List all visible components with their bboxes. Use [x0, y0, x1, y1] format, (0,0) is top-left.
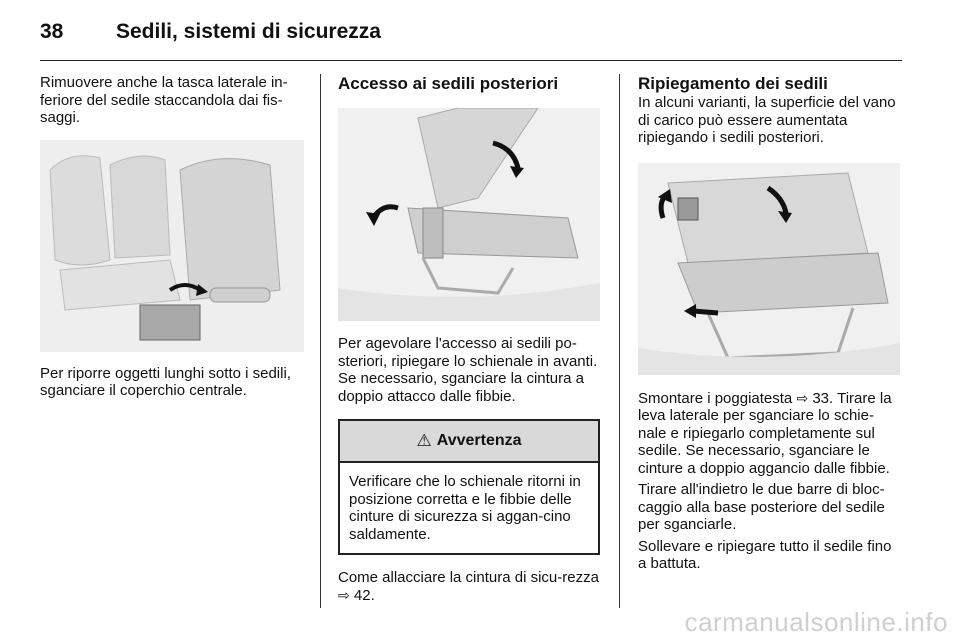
column-divider-1: [320, 74, 321, 608]
col3-paragraph-3: Tirare all'indietro le due barre di bloc-caggio alla base posteriore del sedile per sganciarle.: [638, 481, 885, 533]
watermark-text: carmanualsonline.info: [684, 607, 948, 637]
page-reference-arrow-icon: ⇨: [796, 389, 809, 406]
section-heading-rear-access: Accesso ai sedili posteriori: [338, 74, 559, 93]
warning-header: [340, 421, 598, 463]
column-left: [40, 74, 304, 400]
column-divider-2: [619, 74, 620, 608]
fold-instructions-text: Tirare la leva laterale per sganciare lo schie-nale e ripiegarlo completamente sul sedile. Se necessario, sganciare le cinture a doppio aggancio dalle fibbie.: [638, 389, 892, 477]
warning-body: [340, 463, 598, 553]
col3-paragraph-2: [638, 390, 902, 478]
col2-paragraph-1: Per agevolare l'accesso ai sedili po-steriori, ripiegare lo schienale in avanti. Se necessario, sganciare la cintura a doppio attacco dalle fibbie.: [338, 335, 598, 405]
col1-paragraph-1: Rimuovere anche la tasca laterale in-feriore del sedile staccandola dai fis-saggi.: [40, 74, 288, 126]
header-divider: [40, 60, 902, 61]
col2-paragraph-2: [338, 569, 600, 604]
illustration-folding-seats: [638, 163, 900, 375]
col3-paragraph-4: Sollevare e ripiegare tutto il sedile fino a battuta.: [638, 537, 892, 572]
warning-triangle-icon: ⚠: [416, 431, 432, 450]
column-right: [638, 74, 902, 573]
seatbelt-reference-page[interactable]: 42.: [353, 586, 375, 604]
rear-seat-access-drawing: [338, 108, 600, 321]
illustration-side-pocket: [40, 140, 304, 352]
page-number: 38: [40, 20, 64, 43]
section-heading-folding-seats: Ripiegamento dei sedili: [638, 74, 828, 93]
warning-box: [338, 419, 600, 555]
warning-title: Avvertenza: [436, 432, 522, 449]
headrest-text: Smontare i poggiatesta: [638, 389, 793, 407]
side-pocket-drawing: [40, 140, 304, 352]
illustration-rear-seat-access: [338, 108, 600, 321]
page-title: Sedili, sistemi di sicurezza: [116, 20, 381, 43]
col3-paragraph-1: In alcuni varianti, la superficie del vano di carico può essere aumentata ripiegando i sedili posteriori.: [638, 94, 896, 146]
warning-text: Verificare che lo schienale ritorni in posizione corretta e le fibbie delle cinture di sicurezza si aggan-cino saldamente.: [349, 473, 581, 543]
folding-seats-drawing: [638, 163, 900, 375]
headrest-reference-page[interactable]: 33.: [812, 389, 834, 407]
col1-paragraph-2: Per riporre oggetti lunghi sotto i sedili, sganciare il coperchio centrale.: [40, 364, 291, 399]
page-reference-arrow-icon: ⇨: [338, 586, 350, 603]
column-middle: [338, 74, 600, 604]
seatbelt-reference-text: Come allacciare la cintura di sicu-rezza: [338, 569, 599, 586]
page-header: [40, 14, 902, 54]
